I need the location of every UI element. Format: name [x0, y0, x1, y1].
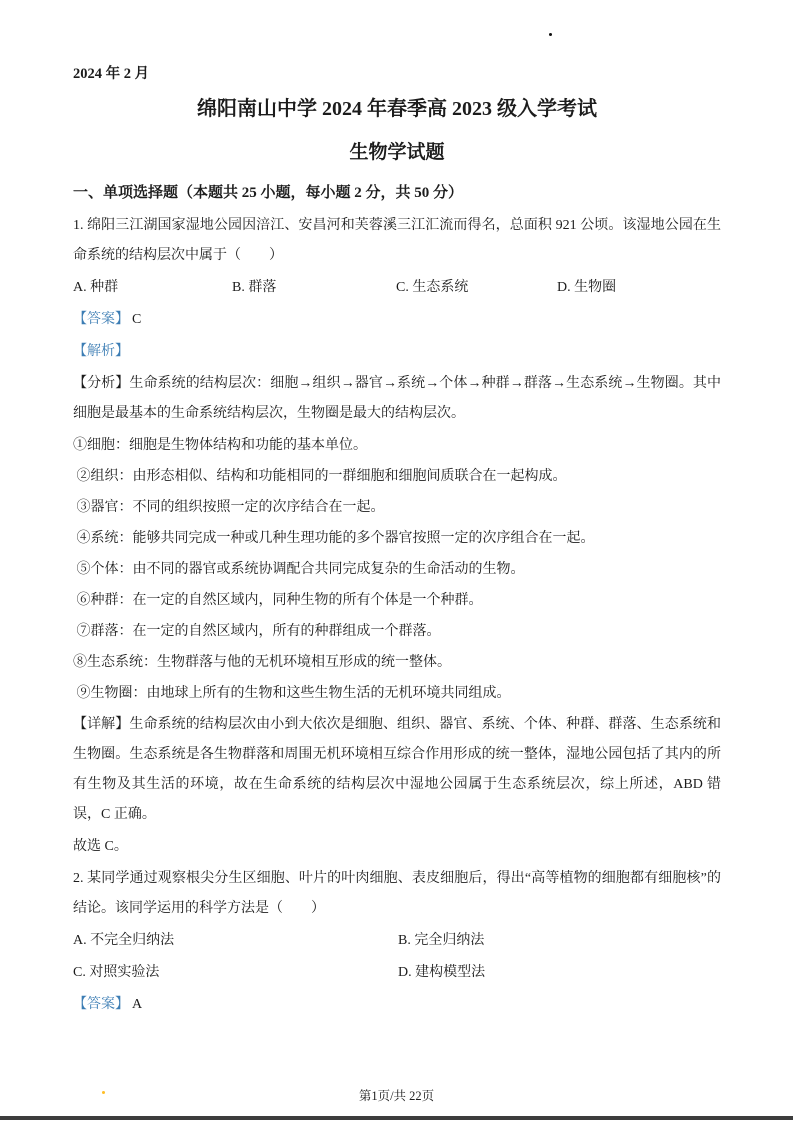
- analysis-point-4: ④系统：能够共同完成一种或几种生理功能的多个器官按照一定的次序组合在一起。: [73, 531, 595, 546]
- page-number-footer: 第1页/共 22页: [358, 1089, 435, 1103]
- analysis-label: 【解析】: [73, 344, 129, 359]
- question-2-answer-line: [73, 990, 721, 1020]
- analysis-point-2: ②组织：由形态相似、结构和功能相同的一群细胞和细胞间质联合在一起构成。: [73, 469, 567, 484]
- question-2-option-d: D. 建构模型法: [398, 965, 486, 980]
- question-2-option-a: A. 不完全归纳法: [73, 933, 175, 948]
- bottom-edge-bar: [0, 1116, 793, 1120]
- question-1-stem: 1. 绵阳三江湖国家湿地公园因涪江、安昌河和芙蓉溪三江汇流而得名，总面积 921 公顷。该湿地公园在生命系统的结构层次中属于（ ）: [73, 218, 721, 263]
- answer-label: 【答案】: [73, 312, 129, 327]
- analysis-point-9: ⑨生物圈：由地球上所有的生物和这些生物生活的无机环境共同组成。: [73, 686, 511, 701]
- question-1-option-d: D. 生物圈: [557, 280, 617, 295]
- question-2-answer-value: A: [132, 997, 143, 1012]
- analysis-point-6: ⑥种群：在一定的自然区域内，同种生物的所有个体是一个种群。: [73, 593, 483, 608]
- question-1-detail-paragraph: 【详解】生命系统的结构层次由小到大依次是细胞、组织、器官、系统、个体、种群、群落、生态系统和生物圈。生态系统是各生物群落和周围无机环境相互综合作用形成的统一整体，湿地公园包括了其内的所有生物及其生活的环境，故在生命系统的结构层次中湿地公园属于生态系统层次，综上所述，ABD 错误，C 正确。: [73, 717, 721, 822]
- question-1-option-a: A. 种群: [73, 280, 119, 295]
- section-heading: 一、单项选择题（本题共 25 小题，每小题 2 分，共 50 分）: [73, 185, 464, 201]
- analysis-point-3: ③器官：不同的组织按照一定的次序结合在一起。: [73, 500, 385, 515]
- exam-title: 绵阳南山中学 2024 年春季高 2023 级入学考试: [197, 98, 597, 120]
- question-2-options-row-1: [73, 926, 721, 956]
- analysis-point-5: ⑤个体：由不同的器官或系统协调配合共同完成复杂的生命活动的生物。: [73, 562, 525, 577]
- page-content: [73, 63, 721, 1022]
- question-1-option-c: C. 生态系统: [396, 280, 469, 295]
- yellow-speck-artifact: [102, 1091, 105, 1094]
- question-2-option-c: C. 对照实验法: [73, 965, 160, 980]
- question-1-conclusion: 故选 C。: [73, 839, 128, 854]
- paper-subject-title: 生物学试题: [349, 142, 445, 163]
- question-2-options-row-2: [73, 958, 721, 988]
- question-2-stem: 2. 某同学通过观察根尖分生区细胞、叶片的叶肉细胞、表皮细胞后，得出“高等植物的细胞都有细胞核”的结论。该同学运用的科学方法是（ ）: [73, 871, 721, 916]
- question-2-option-b: B. 完全归纳法: [398, 933, 485, 948]
- question-1-answer-value: C: [132, 312, 142, 327]
- analysis-point-7: ⑦群落：在一定的自然区域内，所有的种群组成一个群落。: [73, 624, 441, 639]
- analysis-point-1: ①细胞：细胞是生物体结构和功能的基本单位。: [73, 438, 367, 453]
- answer-label: 【答案】: [73, 997, 129, 1012]
- question-1-option-b: B. 群落: [232, 280, 277, 295]
- exam-date: 2024 年 2 月: [73, 66, 150, 82]
- scan-dot-artifact: [549, 33, 552, 36]
- question-1-analysis-paragraph: 【分析】生命系统的结构层次：细胞→组织→器官→系统→个体→种群→群落→生态系统→生物圈。其中细胞是最基本的生命系统结构层次，生物圈是最大的结构层次。: [73, 376, 721, 421]
- analysis-point-8: ⑧生态系统：生物群落与他的无机环境相互形成的统一整体。: [73, 655, 451, 670]
- question-1-analysis-label-line: [73, 337, 721, 367]
- question-1-answer-line: [73, 305, 721, 335]
- question-1-options: [73, 273, 721, 303]
